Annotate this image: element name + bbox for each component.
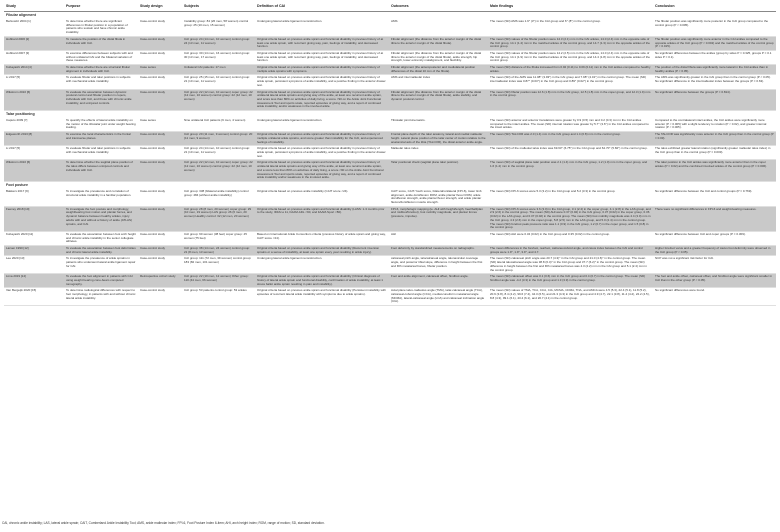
cell-subjects: Nine unilateral CAI patients (9 men, 4 women) bbox=[182, 118, 255, 132]
cell-study: Kobayashi 2014 [4] bbox=[4, 65, 64, 75]
cell-definition: Original criteria based on previous ankle sprain and functional disability (LASS: 1-3 months prior to the study, IDFAI ≥ 11, FAAM-ADL <90, and FAAM-Sport <80). bbox=[255, 206, 389, 231]
section-title: Talar positioning bbox=[6, 112, 35, 117]
section-title: Fibular alignment bbox=[6, 13, 36, 17]
cell-definition: Original criteria based on previous ankle sprain and functional disability in previous history of unilateral lateral ankle sprains and giving way of the ankle, at least one recurrent ankle sprain, and score less than 80% on activities of daily living, a score <90 on the Ankle Joint Functional Assessment Tool and sports scale, reported episodes of giving way, and a report of continued ankle instability, and/or weakness in the involved ankle. bbox=[255, 89, 389, 111]
cell-conclusion: NCP was not a significant risk factor for CAI. bbox=[653, 256, 776, 274]
cell-subjects: CAI group: 53 patients control group: 53 ankles bbox=[182, 288, 255, 306]
cell-subjects: CAI group: 25 (15 men, 10 women) control group: 21 (10 men, 11 women) bbox=[182, 75, 255, 89]
cell-design: Case-control study bbox=[138, 160, 182, 182]
table-row bbox=[4, 160, 776, 182]
section-title: Foot posture bbox=[6, 182, 28, 187]
cell-outcomes: Fibular alignment (the anteroposterior and mediolateral position differences of the distal 10 mm of the fibula). bbox=[389, 65, 488, 75]
table-row bbox=[4, 75, 776, 89]
cell-outcomes: AHI bbox=[389, 231, 488, 245]
cell-design: Case-control study bbox=[138, 146, 182, 160]
table-row bbox=[4, 288, 776, 306]
cell-design: Case-control study bbox=[138, 231, 182, 245]
cell-purpose: To evaluate the association between dynamic postural control and fibular position in copers, individuals with CAI, and those with chronic ankle instability, and uninjured controls. bbox=[64, 89, 138, 111]
cell-subjects: CAI group: 111 (72 men, 39 women) control group: 183 (82 men, 101 women) bbox=[182, 256, 255, 274]
table-row bbox=[4, 146, 776, 160]
table-row bbox=[4, 36, 776, 50]
cell-findings: The mean (SD) values of TMA, TCA, CCA, CIA, MCMA, CDMA, TNA, and AMCA were 4.5 (5.3), 22.4 (5.1), 11.8 (5.2), 20.9 (3.8), 8.4 (4.2), 99.6 (7.4), 44.3 (6.5), and 21.3 (4.3) in the CAI group and 4.9 (4.7), 22.1 (3.8), 11.4 (4.2), 22.2 (4.5), 8.8 (4.3), 99.1 (6.1), 43.4 (6.1), and 20.7 (4.1) in the control group. bbox=[488, 288, 653, 306]
column-header: Study design bbox=[138, 0, 182, 12]
cell-purpose: To measure the position of the distal fibula in individuals with CAI. bbox=[64, 36, 138, 50]
cell-study: Lima 2019 [14] bbox=[4, 274, 64, 288]
cell-outcomes: Malleolar talus index. bbox=[389, 146, 488, 160]
cell-findings: The mean (SD) of sagittal plane talar position was 2.1 (1.4) mm in the CAI group, 1.2 (1.0) mm in the coper group, and 1.6 (1.2) mm in the control group. bbox=[488, 160, 653, 182]
cell-subjects: CAI group: 22 (10 men, 12 women) Other group: 110 (44 men, 66 women) bbox=[182, 274, 255, 288]
cell-study: Bakkers 2017 [9] bbox=[4, 189, 64, 206]
cell-subjects: CAI group: 22 (12 men, 10 women) coper group: 22 (12 men, 10 women) control group: 22 (12 men, 10 women) bbox=[182, 160, 255, 182]
cell-outcomes: calcaneal pitch angle, talocalcaneal angle, talonavicular coverage angle, and posterior tibial slope, difference in height between the first and fifth metatarsal bones, fibular position. bbox=[389, 256, 488, 274]
cell-definition: Undergoing lateral ankle ligament reconstruction. bbox=[255, 19, 389, 36]
cell-design: Case-control study bbox=[138, 246, 182, 256]
cell-design: Case series bbox=[138, 118, 182, 132]
cell-purpose: To determine radiological differences with respect to foot morphology, in patients with and without chronic lateral ankle instability. bbox=[64, 288, 138, 306]
cell-definition: Undergoing lateral ankle ligament reconstruction. bbox=[255, 256, 389, 274]
cell-conclusion: The position of the distal fibula was significantly more lateral in the CAI ankles than in healthy ankles (P < 0.05). bbox=[653, 65, 776, 75]
cell-conclusion: Compared to the contralateral intact ankles, the CAI ankles were significantly more anterior (P < 0.005) with a slight tendency to rotation (P < 0.02), and greater internal rotation (P < 0.005). bbox=[653, 118, 776, 132]
cell-findings: The mean (SD) FPI-6 scores were 3.6 (3.0) in the CAI group, 3.1 (2.4) in the coper group, 4.1 (2.8) in the LAS group, and 2.9 (2.6) in the control group. The mean (SD) AHI were 0.37 (0.02) in the CAI group, 0.37 (0.02) in the coper group, 0.36 (0.02) in the LAS group, and 0.37 (0.02) in the control group. The mean (SD) foot mobility magnitude was 4.4 (3.0) mm in the CAI group, 4.3 (2.6) mm in the coper group, 5.8 (2.5) mm in the LAS group, and 5.0 (2.4) mm in the control group. The mean (SD) forefoot peak pressure ratio was 1.1 (0.9) in the CAI group, 1.2 (0.7) in the coper group, and 1.5 (0.8) in the control group. bbox=[488, 206, 653, 231]
cell-subjects: CAI group: 24 (14 men, 10 women) control group: 21 (10 men, 11 women) bbox=[182, 146, 255, 160]
column-header: Subjects bbox=[182, 0, 255, 12]
cell-outcomes: Talar positional check (sagittal plane talar position). bbox=[389, 160, 488, 182]
cell-findings: The mean (SD) values of the fibular position were 14.2 (2.5) mm in the CAI ankles, 14.0 (2.4) mm in the opposite side of the CAI group, 14.1 (1.9) mm in the matched ankles of the control group, and 14.4 (1.8) mm in the opposite ankles of the control group. bbox=[488, 50, 653, 64]
cell-definition: Original criteria based on previous ankle sprain and functional disability in previous history of ankle sprain, persistent symptoms of ankle instability, and a positive finding in the anterior drawer test. bbox=[255, 75, 389, 89]
cell-study: Wikstrom 2010 [6] bbox=[4, 160, 64, 182]
cell-conclusion: The AMS was significantly greater in the CAI group than in the control group (P < 0.05). No significant difference in the intermalleolar index between the groups (P = 0.63). bbox=[653, 75, 776, 89]
cell-study: Larsen 1990 [12] bbox=[4, 246, 64, 256]
cell-definition: Original criteria based on previous ankle sprain and functional disability (Persistent instability with episodes of recurrent lateral ankle instability with symptoms due to ankle sprains). bbox=[255, 288, 389, 306]
cell-design: Case-control study bbox=[138, 89, 182, 111]
cell-conclusion: The TALCOR was significantly more anterior in the CAI group than in the control group (P = 0.03). bbox=[653, 132, 776, 146]
cell-purpose: To determine whether there are structural fibular alignment in individuals with CAI. bbox=[64, 65, 138, 75]
cell-findings: The mean (SD) distance of the fibula increased from 0.02 (0.11) to 0.09 (0.11) mm in the CAI ankles compared to healthy ankles. bbox=[488, 65, 653, 75]
column-header: Conclusion bbox=[653, 0, 776, 12]
table-row bbox=[4, 189, 776, 206]
cell-study: Feeney 2018 [10] bbox=[4, 206, 64, 231]
cell-definition: Original criteria based on previous ankle sprain and functional disability in previous history of unilateral lateral ankle sprains and giving way of the ankle, at least one recurrent ankle sprain, and a score less than 80% on activities of daily living, a score <90 on the Ankle Joint Functional Assessment Tool and sports scale, reported episodes of giving way, and a report of continued ankle instability and/or weakness in the involved ankle. bbox=[255, 160, 389, 182]
cell-subjects: CAI group: 90 women (38 feet) coper group: 45 women (75 feet) bbox=[182, 231, 255, 245]
cell-subjects: CAI group: 20 (11 men, 9 women) control group: 20 (11 men, 9 women) bbox=[182, 132, 255, 146]
table-row bbox=[4, 206, 776, 231]
cell-conclusion: The fibular position was significantly more posterior in the CAI group compared to the control group (P < 0.005). bbox=[653, 19, 776, 36]
cell-outcomes: AMS bbox=[389, 19, 488, 36]
cell-findings: The mean (SD) calcaneal pitch angle was 20.7 (4.3)° in the CAI group and 21.0 (4.6)° in the control group. The mean (SD) lateral talocalcaneal angle was 38.8 (6.4)° in the CAI group and 37.7 (6.2)° in the control group. The mean (SD) difference in height between the first and fifth metatarsal bones was 4.3 (2.2) mm in the CAI group and 5.1 (2.4) mm in the control group. bbox=[488, 256, 653, 274]
cell-purpose: To evaluate the foot alignment in patients with CAI using weight bearing cone-beam computed tomography. bbox=[64, 274, 138, 288]
cell-subjects: CAI group: 28 (8 men, 20 women) coper group: 29 (10 men, 19 women) LAS group: 26 (6 men, 20 women) Healthy control: 32 (12 men, 20 women) bbox=[182, 206, 255, 231]
cell-subjects: CAI group: 30 (14 men, 16 women) control group: 30 (13 men, 17 women) bbox=[182, 50, 255, 64]
cell-purpose: To investigate the prevalence and correlation of structural ankle instability in a familiar population. bbox=[64, 189, 138, 206]
cell-outcomes: AMS and intermalleolar index bbox=[389, 75, 488, 89]
cell-study: Lee 2020 [13] bbox=[4, 256, 64, 274]
table-row bbox=[4, 132, 776, 146]
cell-outcomes: CAIT score, CAIT-Youth score, bilateral/unilateral (FPI-6), lower limb alignment, ankle dorsiflexion ROM, ankle plantar flexor ROM, ankle dorsiflexion strength, ankle plantar flexor strength, and ankle plantar flexion/dorsiflexion muscle strength. bbox=[389, 189, 488, 206]
cell-purpose: To determine whether the sagittal plane position of the talus differs between uninjured controls and individuals with CAI. bbox=[64, 160, 138, 182]
cell-findings: The mean (SD) of the AMS was 11.08° (3.93°) in the CAI group and 7.98° (4.01°) in the control group. The mean (SD) intermalleolar index was 0.87° (0.03°) in the CAI group and 0.89° (0.02°) in the control group. bbox=[488, 75, 653, 89]
cell-purpose: To examine the local characteristics in the frontal and transverse planes. bbox=[64, 132, 138, 146]
table-row bbox=[4, 231, 776, 245]
column-header: Outcomes bbox=[389, 0, 488, 12]
cell-conclusion: No significant difference between CAI and coper groups (P = 0.309). bbox=[653, 231, 776, 245]
cell-purpose: To evaluate the association between foot deformities and chronic lateral ankle instability. bbox=[64, 246, 138, 256]
cell-study: Van Bergeijk 2020 [15] bbox=[4, 288, 64, 306]
cell-study: Hubbard 2006 [2] bbox=[4, 36, 64, 50]
cell-findings: The mean (SD) TALCOR was 2.0 (1.4) mm in the CAI group and 1.4 (0.8) mm in the control group. bbox=[488, 132, 653, 146]
cell-outcomes: Foot and ankle alignment, calcaneal offset, hindfoot angle. bbox=[389, 274, 488, 288]
column-header: Main findings bbox=[488, 0, 653, 12]
cell-definition: Original criteria based on previous ankle sprain and functional disability (Recurrent inversion sprains or a sense of instability, at least one sprain every year resulting in ankle injury). bbox=[255, 246, 389, 256]
cell-subjects: CAI group: 338 (bilateral ankle instability) control group: 484 (without ankle instability) bbox=[182, 189, 255, 206]
cell-definition: Original criteria based on previous ankle sprain and functional disability in previous history of at least one ankle sprain, with recurrent giving way, pain, feelings of instability, and decreased function. bbox=[255, 36, 389, 50]
cell-conclusion: No significant difference between the groups (P = 0.814). bbox=[653, 89, 776, 111]
column-header: Purpose bbox=[64, 0, 138, 12]
cell-outcomes: Fibular alignment (the distance from the anterior margin of the distal tibia to the anterior margin of the distal fibula), ankle stability, and dynamic postural control. bbox=[389, 89, 488, 111]
cell-findings: The mean (SD) FPI-6 scores were 5.3 (3.2) in the CAI group and 5.2 (3.3) in the control group. bbox=[488, 189, 653, 206]
cell-purpose: To quantify the effects of lateral ankle instability on the motion of the tibiotalar joint under weight bearing loading. bbox=[64, 118, 138, 132]
review-table bbox=[4, 0, 776, 306]
cell-outcomes: Axial plane talus-malleolus angle (TMA), talar-calcaneal angle (TCA), calcaneal-cuboid angle (CCA), medial-cuneiform metatarsal angle (MCMA), lateral-calcaneal angle (LCA) and calcaneal inclination angle (CIA). bbox=[389, 288, 488, 306]
cell-findings: The mean (SD) anterior and anterior translations were greater by 0.9 (0.5) mm and 0.2 (0.3) mm in the CAI ankles compared to the intact ankles. The mean (SD) internal rotation was greater by 5.7° (3.6°) in the CAI ankles compared to the intact ankles. bbox=[488, 118, 653, 132]
cell-definition: Based on International Ankle Consortium criteria (previous history of ankle sprain and giving way, CAIT score <24). bbox=[255, 231, 389, 245]
cell-study: Kobayashi 2020 [11] bbox=[4, 231, 64, 245]
cell-design: Case-control study bbox=[138, 75, 182, 89]
cell-conclusion: The talar position in the CAI ankles was significantly more anterior than in the coper ankles (P = 0.02) and the combined involved ankles of the control group (P = 0.006). bbox=[653, 160, 776, 182]
cell-conclusion: The fibular position was significantly more anterior in the CAI ankles compared to the opposite ankles of the CAI group (P < 0.002) and the matched ankles of the control group (P < 0.015). bbox=[653, 36, 776, 50]
cell-outcomes: Foot deformity by standardized measurements on radiographs. bbox=[389, 246, 488, 256]
table-footnote: CAI, chronic ankle instability; LAS, lateral ankle sprain; CAIT, Cumberland Ankle Instability Tool; AMS, ankle malleolar index; FPI-6, Foot Posture Index 6-item; AHI, arch height index; ROM, range of motion; SD, standard deviation. bbox=[2, 521, 325, 525]
cell-design: Case-control study bbox=[138, 189, 182, 206]
cell-study: Hubbard 2007 [3] bbox=[4, 50, 64, 64]
cell-design: Case-control study bbox=[138, 36, 182, 50]
cell-conclusion: No significant differences were found. bbox=[653, 288, 776, 306]
cell-design: Case-control study bbox=[138, 288, 182, 306]
table-row bbox=[4, 89, 776, 111]
cell-purpose: To investigate the prevalence of ankle sprains in patients who underwent lateral ankle ligament repair for CAI. bbox=[64, 256, 138, 274]
cell-conclusion: There were no significant differences in FPI-6 and weight-bearing measures. bbox=[653, 206, 776, 231]
cell-findings: The mean (SD) calcaneal offset was 0.1 (0.6) mm in the CAI group and 0.4 (0.7) in the control group. The mean (SD) hindfoot angle was -4.2 (3.3) in the CAI group and 1.3 (3.9) in the control group. bbox=[488, 274, 653, 288]
cell-design: Case-control study bbox=[138, 132, 182, 146]
cell-subjects: Instability group: 84 (26 men, 58 women) control group: 25 (10 men, 15 women) bbox=[182, 19, 255, 36]
cell-outcomes: FPI-6, morphologic mapping (ie. AHI with height/length, heel/ball/plan and midfoot/forefoot), foot mobility magnitude, and plantar forces (pressure, impulse). bbox=[389, 206, 488, 231]
cell-conclusion: The foot and ankle offset, calcaneal offset, and hindfoot angle were significant smaller in CAI than in the other group (P < 0.05). bbox=[653, 274, 776, 288]
table-header bbox=[4, 0, 776, 12]
header-row bbox=[4, 0, 776, 12]
cell-conclusion: No significant difference between the CAI and control groups (P = 0.769). bbox=[653, 189, 776, 206]
cell-purpose: To evaluate fibular and talar positions in subjects with mechanical ankle instability. bbox=[64, 146, 138, 160]
cell-design: Case-control study bbox=[138, 206, 182, 231]
cell-design: Case series bbox=[138, 65, 182, 75]
cell-study: Edgeworth 2013 [8] bbox=[4, 132, 64, 146]
cell-study: Li 2017 [5] bbox=[4, 75, 64, 89]
cell-purpose: To evaluate the association between foot arch height and chronic ankle instability in the senior collegiate athletes. bbox=[64, 231, 138, 245]
table-row bbox=[4, 274, 776, 288]
section-row bbox=[4, 111, 776, 119]
cell-findings: The mean (SD) AHI were 0.34 (0.02) in the CAI group and 0.35 (0.02) in the control group. bbox=[488, 231, 653, 245]
cell-findings: The mean (SD) AMS was 1.9° (3°) in the CAI group and 6° (8°) in the control group. bbox=[488, 19, 653, 36]
cell-design: Case-control study bbox=[138, 19, 182, 36]
cell-study: Wikstrom 2010 [6] bbox=[4, 89, 64, 111]
cell-purpose: To examine differences between subjects with and without unilateral CAI and the bilateral variation of these measures. bbox=[64, 50, 138, 64]
cell-outcomes: Fibular alignment (the distance from the anterior margin of the distal tibia to the anterior margin of the distal fibula). bbox=[389, 36, 488, 50]
cell-conclusion: No significant differences between the ankles (group by sides P = 0.325, groups P = 0.1 sides P = 0.1). bbox=[653, 50, 776, 64]
cell-definition: Undergoing lateral ankle ligament reconstruction. bbox=[255, 118, 389, 132]
cell-purpose: To determine whether there are significant differences in fibular position in a population of patients who sustain and have chronic ankle instability. bbox=[64, 19, 138, 36]
section-row bbox=[4, 181, 776, 189]
cell-design: Case-control study bbox=[138, 50, 182, 64]
cell-findings: The mean differences in the forefoot, rearfoot, calcaneocuboid angle, and cavus index between the CAI and control groups were 1.9°, 1.9°, 3.9°, and 4.7. bbox=[488, 246, 653, 256]
cell-findings: The mean (SD) fibular position was 12.6 (1.8) mm in the CAI group, 12.5 (1.8) mm in the coper group, and 12.3 (1.9) mm in the control group. bbox=[488, 89, 653, 111]
cell-purpose: To investigate the foot posture and morphology, weightbearing foot motion and plantar forces, and dynamic balance between healthy ankles, injury adults with and without a history of ankle (ATLAS) sprains, and CAI. bbox=[64, 206, 138, 231]
table-row bbox=[4, 246, 776, 256]
cell-findings: The mean (SD) values of the fibular position were 14.3 (2.1) mm in the CAI ankles, 14.0 (2.4) mm in the opposite side of the CAI group, 14.1 (1.4) mm in the matched ankles of the control group, and 14.7 (1.3) mm in the opposite ankles of the control group. bbox=[488, 36, 653, 50]
cell-conclusion: Higher forefoot varus and a greater frequency of cavus foot deformity were observed in the CAI group (P < 0.05). bbox=[653, 246, 776, 256]
cell-subjects: CAI group: 22 (12 men, 10 women) coper group: 22 (12 men, 10 women) control group: 22 (12 men, 10 women) bbox=[182, 89, 255, 111]
cell-purpose: To evaluate fibular and talar positions in subjects with mechanical ankle instability. bbox=[64, 75, 138, 89]
cell-outcomes: Frontal plane depth of the talar anatomy, lateral and medial malleolar height. Lateral plane position of the talar center of motion relative to the anatomical axis of the tibia (TALCOR), the distal anterior ankle angle. bbox=[389, 132, 488, 146]
cell-definition: Original criteria based on previous ankle sprain and functional disability (Clinical diagnosis of history of lateral ankle sprain and functional disability, confirmation of ankle instability, at least 1 stress ballot ankle sprain resulting in pain and instability). bbox=[255, 274, 389, 288]
table-body bbox=[4, 12, 776, 306]
cell-outcomes: Tibiotalar joint kinematics. bbox=[389, 118, 488, 132]
cell-definition: Original criteria based on previous ankle sprain and functional disability in previous history of multiple unilateral ankle sprains, and score greater than instability for the CAI, and experienced feelings of instability. bbox=[255, 132, 389, 146]
column-header: Study bbox=[4, 0, 64, 12]
table-row bbox=[4, 19, 776, 36]
cell-design: Case-control study bbox=[138, 256, 182, 274]
cell-conclusion: The talus exhibited greater lateral rotation (significantly greater malleolar talus index) in the CAI group than in the control group (P = 0.003). bbox=[653, 146, 776, 160]
table-row bbox=[4, 256, 776, 274]
cell-findings: The mean (SD) of the malleolar talus index was 69.63° (6.75°) in the CAI group and 62.70° (5.82°) in the control group. bbox=[488, 146, 653, 160]
cell-subjects: CAI group: 38 (14 men, 24 women) control group: 21 (8 men, 13 women) bbox=[182, 246, 255, 256]
cell-definition: Original criteria based on previous ankle sprain and functional disability in previous history of multiple ankle sprains with symptoms. bbox=[255, 65, 389, 75]
cell-definition: Original criteria based on previous ankle sprain and functional disability in previous history of ankle sprain, persistent symptoms of ankle instability, and a positive finding in the anterior drawer test. bbox=[255, 146, 389, 160]
section-row bbox=[4, 12, 776, 20]
cell-study: Li 2017 [5] bbox=[4, 146, 64, 160]
cell-definition: Original criteria based on previous ankle instability (CAIT score <24). bbox=[255, 189, 389, 206]
cell-study: Berkowitz 2004 [1] bbox=[4, 19, 64, 36]
cell-study: Caputo 2009 [7] bbox=[4, 118, 64, 132]
table-row bbox=[4, 118, 776, 132]
cell-outcomes: Fibular alignment (the distance from the anterior margin of the distal tibia to the anterior margin of the distal fibula), ankle strength, hip strength, lower extremity malalignment, and flexibility. bbox=[389, 50, 488, 64]
column-header: Definition of CAI bbox=[255, 0, 389, 12]
cell-definition: Original criteria based on previous ankle sprain and functional disability in previous history of at least one ankle sprain, with recurrent giving way, pain, feelings of instability, and decreased function. bbox=[255, 50, 389, 64]
table-row bbox=[4, 50, 776, 64]
table-row bbox=[4, 65, 776, 75]
cell-subjects: Unilateral CAI patients: 17 men bbox=[182, 65, 255, 75]
cell-subjects: CAI group: 24 (14 men, 10 women) control group: 24 (13 men, 11 women) bbox=[182, 36, 255, 50]
cell-design: Retrospective cohort study bbox=[138, 274, 182, 288]
